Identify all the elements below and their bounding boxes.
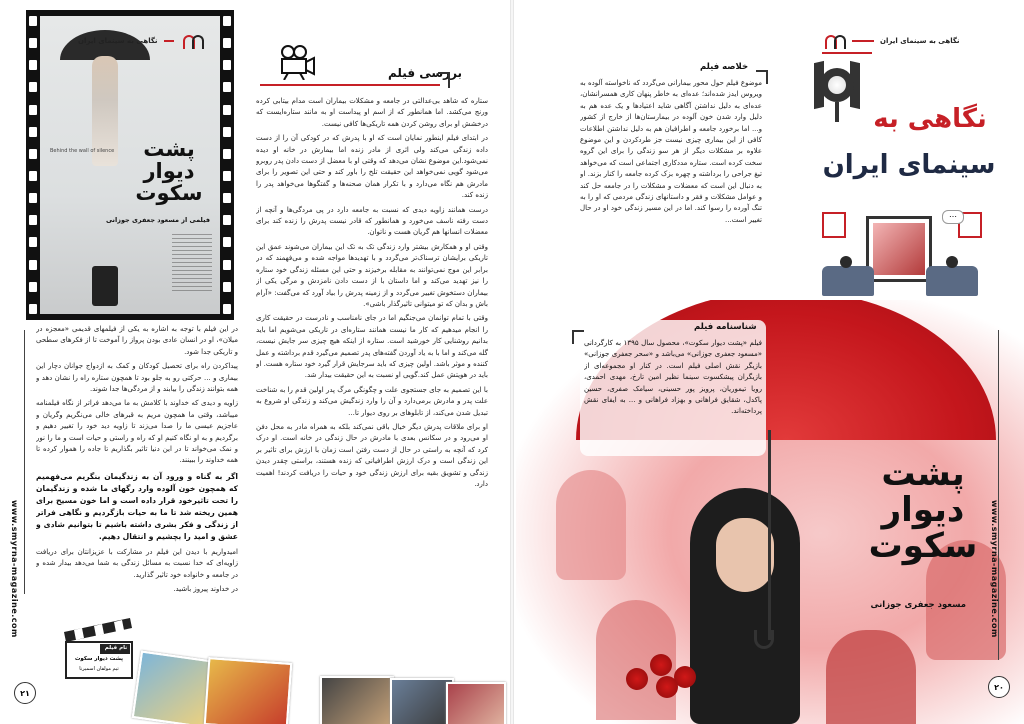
left-header-rule	[164, 40, 174, 42]
viewer-person	[946, 256, 958, 268]
left-side-rule	[24, 330, 25, 594]
right-side-url: www.smyrna-magazine.com	[990, 500, 999, 638]
art-director: مسعود جعفری جوزانی	[870, 600, 966, 610]
magazine-logo-icon	[180, 34, 204, 48]
poster-boots	[92, 266, 118, 306]
left-header-text: نگاهی به سینمای ایران	[78, 37, 158, 45]
movie-poster	[40, 16, 220, 314]
review-section-title: بررسی فیلم	[388, 66, 463, 80]
collage-card	[390, 678, 454, 724]
review-paragraph: ستاره که شاهد بی‌عدالتی در جامعه و مشکلات بیماران است مدام بیتابی کرده ورنج می‌کشد. اما همانطور که از اسم او پیداست او به مانند ستاره‌ایست که درخشش او برای روشن کردن همه تاریکی‌ها کافی نیست.	[256, 97, 488, 128]
spotlight-icon	[814, 62, 860, 110]
actor-silhouette	[826, 630, 916, 724]
highlight-paragraph: اگر به گناه و ورود آن به زندگیمان بنگریم می‌فهمیم که همچون خون آلوده وارد رگهای ما شده و زندگیمان را تحت تاثیرخود قرار داده است و اما خون مسیح برای همین ریخته شد تا ما به حیات بازگردیم و نگاهی فراتر از زندگی و فکر بشری داشته باشیم تا بتوانیم شادی و عشق و امید را بچشیم و انتقال دهیم.	[36, 471, 238, 541]
review-title-bracket	[438, 72, 450, 88]
living-room-illustration	[822, 212, 978, 304]
collage-card	[446, 682, 506, 724]
roses	[626, 650, 716, 700]
right-header-underline	[822, 52, 872, 54]
left-text-column	[36, 324, 238, 614]
review-paragraph: با این تصمیم به جای جستجوی علت و چگونگی مرگ پدر اولین قدم را به شناخت علت پدر و مادرش برمی‌دارد و آن را وارد زندگیش می‌کند و زندگی او شروع به تبدیل شدن می‌کند، از تابلوهای بر روی دیوار تا...	[256, 385, 488, 417]
film-holes-right	[220, 10, 234, 320]
left-header	[78, 34, 228, 48]
left-paragraph: زاویه و دیدی که خداوند با کلامش به ما می‌دهد فراتر از نگاه فیلمنامه میباشد، وقتی ما همچون مریم به قبرهای خالی می‌نگریم وگریان و عاجزیم عیسی ما را صدا می‌زند تا زاویه دید خود را تغییر دهیم و برگردیم و به او نگاه کنیم او که راه و راستی و حیات است و ما را نور و نمک می‌خواند تا در این دنیا تاثیر بگذاریم تا جاده را هموار کرده تا همه خداوند را ببینند.	[36, 399, 238, 465]
review-paragraph: وقتی او و همکارش بیشتر وارد زندگی تک به تک این بیماران می‌شوند عمق این تاریکی برایشان ترسناک‌تر می‌گردد و با تهدیدها مواجه شده و می‌فهمند که در برابر این موج نمی‌توانند به مقابله برخیزند و حتی این مسئله زندگی خود ستاره را نیز تهدید می‌کند و اما داستان با از دست دادن نامزدش و مرگی یکی از بیماران دستخوش تغییر می‌گردد و از زمینه پدرش را بیاد آورد که می‌گفت: «آرام باش و بدان که تو میتوانی تاثیرگذار باشی».	[256, 242, 488, 308]
review-title-rule	[260, 84, 440, 86]
collage-card	[204, 657, 293, 724]
clapper-title: پشت دیوار سکوت	[74, 656, 124, 662]
film-holes-left	[26, 10, 40, 320]
frame-icon	[822, 212, 846, 238]
clapper-label: نام فیلم	[104, 645, 128, 651]
left-paragraph: در این فیلم با توجه به اشاره به یکی از فیلمهای قدیمی «معجزه در میلان»، او در انسان عادی بودن پرواز را آموخت تا از فکرهای سطحی و تاریکی جدا شود.	[36, 325, 238, 356]
poster-english-title: Behind the wall of silence	[50, 148, 115, 154]
art-title: پشت دیوار سکوت	[868, 454, 978, 566]
camera-icon	[278, 44, 318, 80]
film-id-bracket	[572, 330, 584, 344]
clapper-authors: تیم مولفان اسمیرنا	[79, 666, 119, 672]
review-paragraph: او برای ملاقات پدرش دیگر خیال باقی نمی‌کند بلکه به همراه مادر به محل دفن او می‌رود و در سکانس بعدی با مادرش در حال زندگی در خانه است. او درک کرد که آنچه به راستی در حال از دست رفتن است زمان با ارزش برای تاثیر بر این زندگی است و درک ارزش اطرافیانی که زنده هستند، براستی چقدر دیدن زندگی و تشویق بقیه برای ارزش زندگی خود و حیات را دریافت کردند! اهمیت دارد.	[256, 422, 488, 488]
film-id-text: فیلم «پشت دیوار سکوت»، محصول سال ۱۳۹۵ به کارگردانی «مسعود جعفری جوزانی» می‌باشد و «سحر جعفری جوزانی» بازیگر نقش اصلی فیلم است. در کنار او مجموعه‌ای از بازیگران پیشکسوت سینما نظیر امین تارخ، مهدی احمدی، رویا تیموریان، پرویز پور حسینی، سیامک صفری، حسین پاکدل، شقایق فراهانی و بهزاد فراهانی و ... به ایفای نقش پرداخته‌اند.	[584, 339, 762, 416]
clapperboard	[60, 610, 136, 680]
hero-title-line2: سینمای ایران	[822, 150, 996, 180]
umbrella-handle	[768, 430, 771, 640]
closing-paragraph: امیدواریم با دیدن این فیلم در مشارکت با عزیزانتان برای دریافت زاویه‌ای که خدا نسبت به مسائل زندگی به شما می‌دهد بیدار شده و در جامعه و خانواده خود تاثیر گذارید.	[36, 547, 238, 579]
poster-director: فیلمی از مسعود جعفری جوزانی	[105, 216, 210, 224]
collage-card	[320, 676, 394, 724]
umbrella-hook	[754, 630, 774, 649]
review-column	[256, 96, 488, 686]
review-paragraph: وقتی با تمام توانمان می‌جنگیم اما در جای نامناسب و نادرست در حقیقت کاری را انجام میدهیم که کار ما نیست همانند ستاره‌ای در تاریکی می‌شویم اما باید بدانیم روشنایی کار خورشید است. ستاره از اینکه هیچ چیزی سر جایش نیست، گله می‌کند و اما با به یاد آوردن گفته‌های پدر تصمیم می‌گیرد قدم برداشته و عمل کننده و موثر باشد. اولین چیزی که باید سرجایش قرار گیرد خود ستاره هست. او باید در هویتش عمل کند.گویی او نسبت به این حقیقت بیدار شد.	[256, 314, 488, 380]
summary-title: خلاصه فیلم	[700, 62, 749, 72]
film-id-title: شناسنامه فیلم	[694, 322, 757, 332]
closing-paragraph: در خداوند پیروز باشید.	[173, 585, 238, 594]
film-strip-poster	[26, 10, 234, 320]
right-header-text: نگاهی به سینمای ایران	[880, 37, 960, 45]
hero-title-line1: نگاهی به	[873, 104, 987, 134]
poster-credits	[172, 234, 212, 294]
summary-text: موضوع فیلم حول محور بیمارانی می‌گردد که ناخواسته آلوده به ویروس ایدز شده‌اند؛ عده‌ای به خاطر پنهان کاری همسرانشان، عده‌ای به دلیل نداشتن آگاهی شاید اعتیادها و یک عده هم به دلیل وارد شدن خون آلوده در بیمارستان‌ها از خارج از کشور و... اما برخورد جامعه و اطرافیان هم به دلیل نداشتن اطلاعات کافی از این بیماری چیزی نیست جز طردکردن و این موضوع علاوه بر مشکلات دیگر از هر سو زندگی را برای این گروه سخت کرده است. ستاره مددکاری اجتماعی است که می‌خواهد تیغ جراحی را برداشته و چهره بزک کرده جامعه را کنار بزند. او به دنبال این است که معضلات و مشکلات را در جامعه حل کند و عوامل مشکلات و فقر و داستانهای زندگی مردمی که او را به تنگ آورده را رسوا کند. اما در این مسیر زندگی خود او در حال تغییر است...	[580, 79, 762, 224]
sofa-left	[822, 266, 874, 296]
tv-screen	[866, 216, 932, 282]
actor-silhouette	[556, 470, 626, 580]
poster-collage	[136, 646, 506, 724]
left-side-url: www.smyrna-magazine.com	[10, 500, 19, 638]
page-spine	[510, 0, 514, 724]
right-header-rule	[852, 40, 874, 42]
sofa-right	[926, 266, 978, 296]
review-paragraph: درست همانند زاویه دیدی که نسبت به جامعه دارد در پی مردگی‌ها و آنچه از دست رفته ناسف می‌خورد و همانطور که قادر نیست پدرش را زنده کند برای معضلات انسانها هم گریان هست و ناتوان.	[256, 205, 488, 237]
right-page-number: ۲۰	[988, 676, 1010, 698]
review-paragraph: در ابتدای فیلم اینطور نمایان است که او با پدرش که در کودکی آن را از دست داده زندگی می‌کند ولی اثری از مادر زنده اما بیمارش در خانه او دیده نمی‌شود.این موضوع نشان می‌دهد که وقتی او با معضل از دست دادن پدر روبرو می‌شود گویی نمی‌خواهد این حقیقت تلخ را باور کند و حتی این تصویر را برای مادرش هم نگاه می‌دارد و با تکرار همان صحنه‌ها و گفتگوها می‌خواهد پدر را زنده کند.	[256, 134, 488, 200]
left-paragraph: پیداکردن راه برای تحصیل کودکان و کمک به ازدواج جوانان دچار این بیماری و ... حرکتی رو به جلو بود تا همچون ستاره راه را نشان دهد و همه بتوانند زندگی را بیابند و از مردگی‌ها جدا شوند.	[36, 362, 238, 394]
magazine-logo-icon	[822, 34, 846, 48]
poster-title: پشت دیوار سکوت	[135, 137, 203, 205]
speech-bubble-icon: …	[942, 210, 964, 224]
left-page-number: ۲۱	[14, 682, 36, 704]
right-header	[822, 34, 1002, 48]
viewer-person	[840, 256, 852, 268]
